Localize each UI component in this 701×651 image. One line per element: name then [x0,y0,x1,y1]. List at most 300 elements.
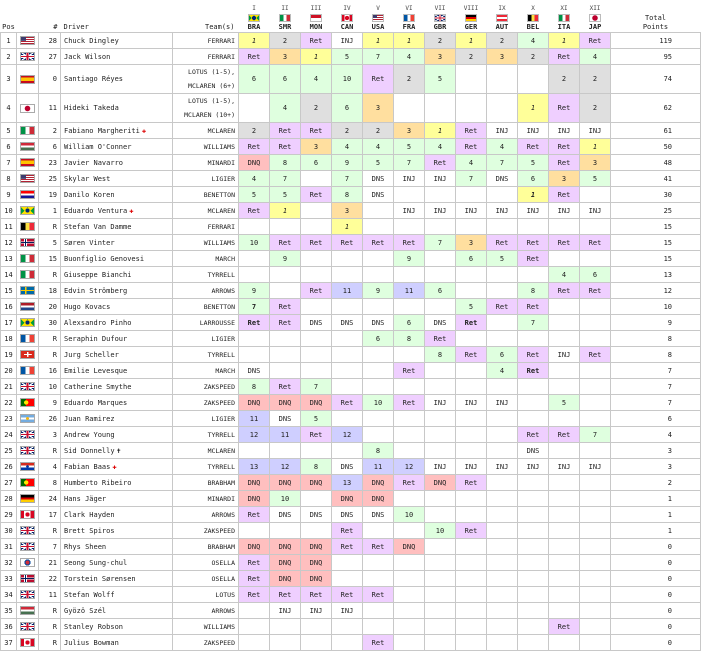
driver-cell [61,235,173,251]
driver-name[interactable]: Andrew Young [64,430,115,439]
result-cell-aut: INJ [487,395,518,411]
result-cell-gbr [425,491,456,507]
belgium-flag-icon [20,222,35,231]
hungary-flag-icon [20,142,35,151]
driver-name[interactable]: Giuseppe Bianchi [64,270,132,279]
car-number-cell: 2 [39,123,61,139]
total-points-cell: 95 [611,49,701,65]
result-cell-smr [270,443,301,459]
result-cell-fra: 4 [394,49,425,65]
driver-cell [61,443,173,459]
race-code: ITA [557,23,571,31]
nationality-cell [17,475,39,491]
result-cell-bra: 11 [239,411,270,427]
driver-name[interactable]: Torstein Sørensen [64,574,136,583]
team-cell: LOTUS (1-5), MCLAREN (10+) [173,94,239,123]
result-cell-gbr [425,603,456,619]
result-cell-can [332,299,363,315]
result-cell-fra: Ret [394,395,425,411]
result-cell-gbr [425,635,456,651]
result-cell-mon: Ret [301,427,332,443]
driver-name[interactable]: Jurg Scheller [64,350,119,359]
result-cell-smr: 12 [270,459,301,475]
driver-name[interactable]: Skylar West [64,174,111,183]
race-code: GER [464,23,478,31]
result-cell-bel: 7 [518,315,549,331]
car-number-cell: 0 [39,65,61,94]
car-number-cell: 21 [39,555,61,571]
result-cell-can [332,619,363,635]
result-cell-ger [456,603,487,619]
result-cell-bel [518,587,549,603]
result-cell-smr: 11 [270,427,301,443]
result-cell-ger [456,363,487,379]
result-cell-bel [518,571,549,587]
result-cell-can: DNS [332,507,363,523]
result-cell-gbr [425,94,456,123]
race-round-number: I [252,5,256,12]
result-cell-usa: 1 [363,33,394,49]
car-number-cell: 6 [39,139,61,155]
uk-flag-icon [20,590,35,599]
driver-name[interactable]: Emilie Levesque [64,366,128,375]
result-cell-smr: Ret [270,379,301,395]
driver-name[interactable]: Hugo Kovacs [64,302,111,311]
team-cell: TYRRELL [173,347,239,363]
result-cell-gbr [425,379,456,395]
driver-name[interactable]: Humberto Ribeiro [64,478,132,487]
race-round-number: X [531,5,535,12]
result-cell-jap [580,603,611,619]
result-cell-aut: INJ [487,203,518,219]
result-cell-gbr [425,427,456,443]
result-cell-usa: 7 [363,49,394,65]
driver-cell [61,219,173,235]
result-cell-bel: Ret [518,139,549,155]
italy-flag-icon [558,14,570,22]
result-cell-mon [301,491,332,507]
result-cell-ita [549,523,580,539]
driver-cell [61,411,173,427]
result-cell-usa [363,603,394,619]
result-cell-bel [518,379,549,395]
result-cell-fra [394,443,425,459]
nationality-cell [17,587,39,603]
driver-name[interactable]: Stefan Wolff [64,590,115,599]
result-cell-bra: 12 [239,427,270,443]
result-cell-bra: Ret [239,555,270,571]
driver-cell [61,203,173,219]
result-cell-smr: 5 [270,187,301,203]
result-cell-ita: 4 [549,267,580,283]
driver-cell [61,379,173,395]
nationality-cell [17,331,39,347]
driver-name[interactable]: Santiago Réyes [64,75,124,83]
result-cell-aut [487,507,518,523]
table-row [1,523,701,539]
total-points-cell: 3 [611,443,701,459]
team-cell: MARCH [173,363,239,379]
team-cell: OSELLA [173,571,239,587]
table-row [1,603,701,619]
nationality-cell [17,491,39,507]
table-row [1,443,701,459]
result-cell-bra: Ret [239,315,270,331]
result-cell-fra [394,299,425,315]
italy-flag-icon [20,126,35,135]
nationality-cell [17,94,39,123]
team-cell: WILLIAMS [173,235,239,251]
result-cell-ger: Ret [456,523,487,539]
result-cell-bel [518,491,549,507]
result-cell-ita: INJ [549,347,580,363]
total-points-cell: 0 [611,603,701,619]
result-cell-ita: Ret [549,139,580,155]
result-cell-can: 4 [332,139,363,155]
result-cell-ger [456,411,487,427]
driver-name[interactable]: Seraphin Dufour [64,334,128,343]
driver-name[interactable]: Julius Bowman [64,638,119,647]
result-cell-can: DNQ [332,491,363,507]
driver-cell [61,619,173,635]
table-row [1,619,701,635]
driver-name[interactable]: Alexsandro Pinho [64,318,132,327]
result-cell-ita: Ret [549,187,580,203]
position-cell: 25 [1,443,17,459]
total-points-cell: 12 [611,283,701,299]
position-cell: 34 [1,587,17,603]
result-cell-gbr: 2 [425,33,456,49]
total-points-cell: 2 [611,475,701,491]
result-cell-bel [518,539,549,555]
result-cell-ita [549,331,580,347]
position-cell: 31 [1,539,17,555]
result-cell-can: INJ [332,603,363,619]
result-cell-jap: INJ [580,459,611,475]
canada-flag-icon [20,638,35,647]
total-points-cell: 10 [611,299,701,315]
result-cell-bel: INJ [518,203,549,219]
total-points-cell: 0 [611,555,701,571]
driver-name[interactable]: Eduardo Marques [64,398,128,407]
result-cell-jap: INJ [580,123,611,139]
position-cell: 27 [1,475,17,491]
italy-flag-icon [279,14,291,22]
table-row [1,331,701,347]
driver-cell [61,363,173,379]
result-cell-bra: DNQ [239,475,270,491]
race-round-number: IV [343,5,351,12]
race-round-number: V [376,5,380,12]
result-cell-bel: Ret [518,251,549,267]
result-cell-smr: 7 [270,171,301,187]
driver-cell [61,139,173,155]
result-cell-smr: Ret [270,123,301,139]
race-header-jap [580,0,611,33]
result-cell-aut: 5 [487,251,518,267]
driver-name[interactable]: Catherine Smythe [64,382,132,391]
position-cell: 29 [1,507,17,523]
number-header: # [39,0,61,33]
result-cell-fra [394,491,425,507]
netherlands-flag-icon [20,302,35,311]
result-cell-jap: 2 [580,94,611,123]
result-cell-can: 9 [332,155,363,171]
team-cell: LOTUS [173,587,239,603]
driver-name[interactable]: Javier Navarro [64,158,124,167]
result-cell-ger: Ret [456,139,487,155]
result-cell-mon: DNQ [301,539,332,555]
driver-cell [61,555,173,571]
driver-name[interactable]: Clark Hayden [64,510,115,519]
result-cell-smr: DNQ [270,539,301,555]
result-cell-gbr: INJ [425,203,456,219]
nationality-cell [17,395,39,411]
result-cell-mon: DNQ [301,571,332,587]
result-cell-ger [456,491,487,507]
result-cell-mon: 3 [301,139,332,155]
car-number-cell: 19 [39,187,61,203]
team-cell: ARROWS [173,283,239,299]
total-points-header [611,0,701,33]
uk-flag-icon [20,622,35,631]
result-cell-smr: 2 [270,33,301,49]
result-cell-usa [363,299,394,315]
result-cell-bel: 5 [518,155,549,171]
total-points-cell: 9 [611,315,701,331]
result-cell-bel: 2 [518,49,549,65]
result-cell-ita: Ret [549,427,580,443]
result-cell-aut [487,187,518,203]
result-cell-mon: Ret [301,33,332,49]
driver-name[interactable]: Juan Ramirez [64,414,115,423]
result-cell-mon: 7 [301,379,332,395]
result-cell-bra: DNS [239,363,270,379]
result-cell-ger [456,283,487,299]
result-cell-mon [301,363,332,379]
position-cell: 33 [1,571,17,587]
race-header-ita [549,0,580,33]
position-cell: 35 [1,603,17,619]
driver-name[interactable]: Stanley Robson [64,622,124,631]
result-cell-ita [549,443,580,459]
result-cell-ger: 1 [456,33,487,49]
result-cell-ita: Ret [549,619,580,635]
result-cell-gbr: 1 [425,123,456,139]
result-cell-usa: DNS [363,315,394,331]
result-cell-bel [518,331,549,347]
table-row [1,379,701,395]
car-number-cell: R [39,347,61,363]
driver-name[interactable]: Fabiano Margheriti [64,126,140,135]
result-cell-fra [394,427,425,443]
germany-flag-icon [20,494,35,503]
result-cell-jap [580,571,611,587]
driver-name[interactable]: Rhys Sheen [64,542,107,551]
result-cell-gbr [425,267,456,283]
sweden-flag-icon [20,286,35,295]
result-cell-ger [456,555,487,571]
driver-name[interactable]: Hans Jäger [64,494,107,503]
result-cell-fra: 1 [394,33,425,49]
result-cell-bel: Ret [518,299,549,315]
result-cell-fra [394,587,425,603]
total-points-cell: 13 [611,267,701,283]
table-row [1,299,701,315]
driver-name[interactable]: Hideki Takeda [64,104,119,112]
result-cell-mon: 5 [301,411,332,427]
position-cell: 13 [1,251,17,267]
result-cell-bra [239,219,270,235]
result-cell-can: 10 [332,65,363,94]
driver-name[interactable]: Sid Donnelly [64,446,115,455]
driver-name[interactable]: Eduardo Ventura [64,206,128,215]
race-header-fra [394,0,425,33]
result-cell-mon [301,619,332,635]
driver-name[interactable]: Edvin Strömberg [64,286,128,295]
driver-cell [61,187,173,203]
team-cell: MINARDI [173,491,239,507]
driver-cell [61,123,173,139]
driver-name[interactable]: Brett Spiros [64,526,115,535]
result-cell-gbr [425,187,456,203]
race-header-bra [239,0,270,33]
nationality-cell [17,251,39,267]
driver-name[interactable]: William O'Conner [64,142,132,151]
result-cell-ita: INJ [549,459,580,475]
race-code: CAN [340,23,354,31]
result-cell-bra: 4 [239,171,270,187]
driver-cell [61,491,173,507]
result-cell-ita: Ret [549,235,580,251]
result-cell-gbr [425,555,456,571]
total-points-cell: 15 [611,251,701,267]
result-cell-aut: INJ [487,459,518,475]
car-number-cell: 8 [39,475,61,491]
result-cell-usa: DNS [363,187,394,203]
driver-name[interactable]: Fabian Baas [64,462,111,471]
result-cell-bel: Ret [518,235,549,251]
result-cell-smr: DNS [270,411,301,427]
result-cell-aut [487,475,518,491]
result-cell-ita [549,491,580,507]
result-cell-bra: 8 [239,379,270,395]
result-cell-ita: 5 [549,395,580,411]
race-header-can [332,0,363,33]
position-cell: 15 [1,283,17,299]
result-cell-fra: INJ [394,203,425,219]
result-cell-aut [487,539,518,555]
result-cell-fra: 6 [394,315,425,331]
team-cell: ARROWS [173,603,239,619]
result-cell-aut [487,219,518,235]
total-points-cell: 0 [611,635,701,651]
result-cell-smr: 10 [270,491,301,507]
result-cell-usa: Ret [363,539,394,555]
driver-name[interactable]: Buonfiglio Genovesi [64,254,145,263]
position-cell: 20 [1,363,17,379]
table-row [1,347,701,363]
nationality-cell [17,635,39,651]
result-cell-bel: INJ [518,123,549,139]
result-cell-jap [580,379,611,395]
result-cell-usa: DNQ [363,491,394,507]
result-cell-smr [270,619,301,635]
result-cell-aut [487,283,518,299]
total-points-cell: 50 [611,139,701,155]
result-cell-usa [363,411,394,427]
nationality-cell [17,523,39,539]
result-cell-can [332,267,363,283]
car-number-cell: 17 [39,507,61,523]
car-number-cell: R [39,331,61,347]
result-cell-bel [518,267,549,283]
team-cell: MINARDI [173,155,239,171]
position-cell: 18 [1,331,17,347]
france-flag-icon [20,366,35,375]
team-cell: WILLIAMS [173,139,239,155]
driver-name[interactable]: Chuck Dingley [64,36,119,45]
table-row [1,49,701,65]
race-code: FRA [402,23,416,31]
result-cell-can: DNS [332,459,363,475]
result-cell-can [332,443,363,459]
nationality-cell [17,555,39,571]
nationality-cell [17,427,39,443]
result-cell-jap [580,587,611,603]
table-row [1,539,701,555]
result-cell-can: Ret [332,587,363,603]
norway-flag-icon [20,574,35,583]
austria-flag-icon [496,14,508,22]
result-cell-gbr: 7 [425,235,456,251]
result-cell-jap [580,331,611,347]
team-cell: LARROUSSE [173,315,239,331]
team-cell: ZAKSPEED [173,395,239,411]
result-cell-jap [580,507,611,523]
driver-name[interactable]: Gyözö Szél [64,606,107,615]
driver-name[interactable]: Seong Sung-chul [64,558,128,567]
driver-name[interactable]: Søren Vinter [64,238,115,247]
result-cell-bel [518,523,549,539]
result-cell-can [332,411,363,427]
portugal-flag-icon [20,398,35,407]
result-cell-jap [580,187,611,203]
driver-name[interactable]: Danilo Koren [64,190,115,199]
team-cell: LOTUS (1-5), MCLAREN (6+) [173,65,239,94]
result-cell-smr: 4 [270,94,301,123]
total-points-cell: 0 [611,571,701,587]
result-cell-fra: Ret [394,475,425,491]
result-cell-bra: 13 [239,459,270,475]
table-row [1,283,701,299]
position-cell: 32 [1,555,17,571]
result-cell-aut: 2 [487,33,518,49]
table-row [1,123,701,139]
driver-name[interactable]: Jack Wilson [64,52,111,61]
team-cell: FERRARI [173,49,239,65]
result-cell-can: 12 [332,427,363,443]
result-cell-gbr: Ret [425,331,456,347]
table-row [1,219,701,235]
uk-flag-icon [20,542,35,551]
result-cell-bra: DNQ [239,155,270,171]
total-points-cell: 1 [611,491,701,507]
nationality-cell [17,619,39,635]
result-cell-ger [456,427,487,443]
driver-name[interactable]: Stefan Van Damme [64,222,132,231]
race-round-number: VI [405,5,413,12]
